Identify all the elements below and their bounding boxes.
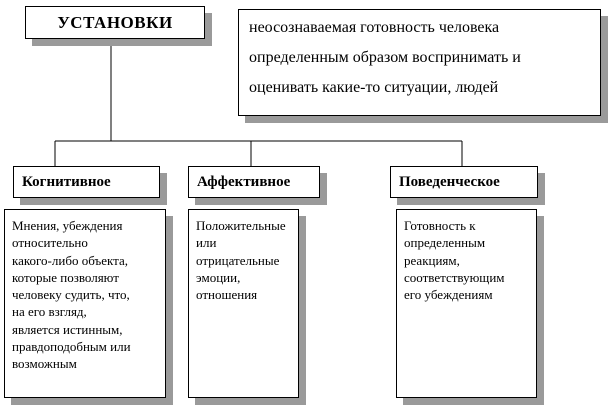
description-line: относительно: [12, 235, 88, 251]
description-line: возможным: [12, 356, 77, 372]
description-line: соответствующим: [404, 269, 505, 285]
description-line: реакциям,: [404, 252, 460, 268]
description-line: или: [196, 235, 217, 251]
behavioral-description-box: [396, 209, 537, 398]
title-text: УСТАНОВКИ: [57, 12, 173, 32]
description-line: отрицательные: [196, 252, 280, 268]
description-line: Готовность к: [404, 218, 476, 233]
cognitive-description-box: [4, 209, 166, 398]
title-box: [25, 6, 205, 39]
component-affective-label: Аффективное: [197, 173, 291, 190]
description-line: Положительные: [196, 218, 286, 233]
description-line: отношения: [196, 287, 258, 303]
definition-line: неосознаваемая готовность человека: [249, 19, 500, 36]
affective-description-box: [188, 209, 299, 398]
definition-box: [238, 9, 601, 116]
component-affective-box: [188, 166, 320, 198]
description-line: его убеждениям: [404, 287, 493, 303]
component-cognitive-label: Когнитивное: [22, 173, 111, 190]
description-line: на его взгляд,: [12, 304, 87, 320]
component-cognitive-box: [13, 166, 160, 198]
description-line: человеку судить, что,: [12, 287, 130, 303]
definition-line: оценивать какие-то ситуации, людей: [249, 79, 499, 96]
description-line: Мнения, убеждения: [12, 218, 123, 233]
component-behavioral-box: [390, 166, 538, 198]
description-line: правдоподобным или: [12, 339, 131, 355]
description-line: которые позволяют: [12, 269, 119, 285]
description-line: эмоции,: [196, 269, 241, 285]
definition-line: определенным образом воспринимать и: [249, 49, 521, 66]
description-line: определенным: [404, 235, 486, 251]
component-behavioral-label: Поведенческое: [399, 173, 500, 190]
description-line: является истинным,: [12, 321, 123, 337]
description-line: какого-либо объекта,: [12, 252, 128, 268]
